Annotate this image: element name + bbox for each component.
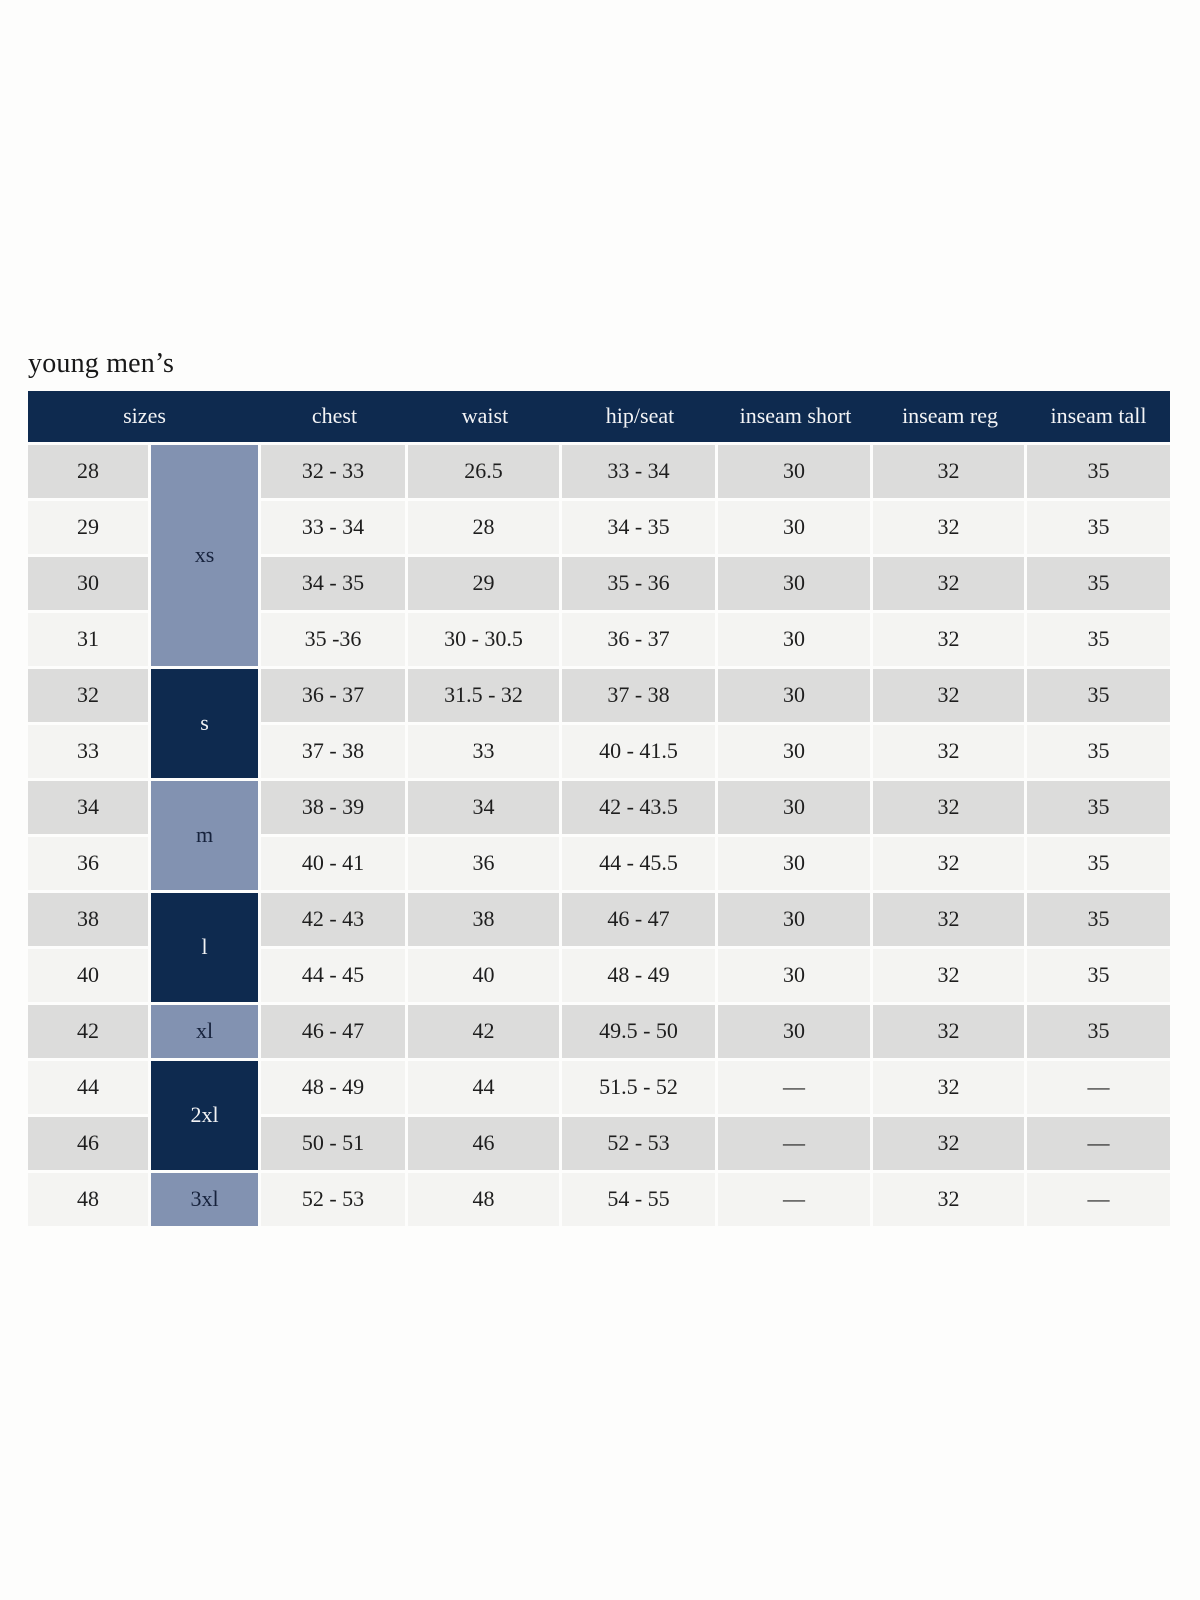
hip-seat-cell: 46 - 47 [562,893,718,949]
hip-seat-cell: 54 - 55 [562,1173,718,1229]
inseam-reg-cell: 32 [873,893,1027,949]
inseam-tall-cell: 35 [1027,725,1170,781]
waist-cell: 26.5 [408,445,562,501]
waist-cell: 29 [408,557,562,613]
size-group-cell: l [151,893,261,1005]
table-body [28,445,1170,1229]
inseam-tall-cell: 35 [1027,837,1170,893]
chest-cell: 44 - 45 [261,949,408,1005]
page-title: young men’s [28,348,175,379]
hip-seat-cell: 49.5 - 50 [562,1005,718,1061]
waist-cell: 44 [408,1061,562,1117]
column-header-chest: chest [261,391,408,445]
chest-cell: 38 - 39 [261,781,408,837]
inseam-short-cell: 30 [718,445,873,501]
inseam-short-cell: 30 [718,725,873,781]
table-row [28,445,1170,501]
column-header-inseam-short: inseam short [718,391,873,445]
chest-cell: 46 - 47 [261,1005,408,1061]
hip-seat-cell: 33 - 34 [562,445,718,501]
waist-cell: 36 [408,837,562,893]
size-cell: 34 [28,781,151,837]
size-group-cell: xs [151,445,261,669]
inseam-reg-cell: 32 [873,501,1027,557]
size-cell: 40 [28,949,151,1005]
column-header-hip-seat: hip/seat [562,391,718,445]
inseam-short-cell: 30 [718,557,873,613]
inseam-reg-cell: 32 [873,669,1027,725]
column-header-inseam-tall: inseam tall [1027,391,1170,445]
inseam-tall-cell: 35 [1027,781,1170,837]
hip-seat-cell: 42 - 43.5 [562,781,718,837]
size-cell: 28 [28,445,151,501]
hip-seat-cell: 37 - 38 [562,669,718,725]
waist-cell: 30 - 30.5 [408,613,562,669]
inseam-short-cell: — [718,1173,873,1229]
hip-seat-cell: 34 - 35 [562,501,718,557]
chest-cell: 48 - 49 [261,1061,408,1117]
inseam-reg-cell: 32 [873,1005,1027,1061]
chest-cell: 35 -36 [261,613,408,669]
waist-cell: 40 [408,949,562,1005]
inseam-tall-cell: — [1027,1061,1170,1117]
inseam-tall-cell: — [1027,1117,1170,1173]
waist-cell: 33 [408,725,562,781]
chest-cell: 34 - 35 [261,557,408,613]
inseam-reg-cell: 32 [873,1117,1027,1173]
size-cell: 30 [28,557,151,613]
size-cell: 46 [28,1117,151,1173]
chest-cell: 42 - 43 [261,893,408,949]
table-row [28,893,1170,949]
chest-cell: 36 - 37 [261,669,408,725]
chest-cell: 37 - 38 [261,725,408,781]
table-row [28,669,1170,725]
column-header-sizes: sizes [28,391,261,445]
inseam-tall-cell: 35 [1027,669,1170,725]
size-cell: 29 [28,501,151,557]
size-group-cell: 3xl [151,1173,261,1229]
hip-seat-cell: 51.5 - 52 [562,1061,718,1117]
inseam-reg-cell: 32 [873,557,1027,613]
size-group-cell: xl [151,1005,261,1061]
inseam-short-cell: — [718,1061,873,1117]
inseam-tall-cell: 35 [1027,893,1170,949]
size-cell: 48 [28,1173,151,1229]
chest-cell: 32 - 33 [261,445,408,501]
waist-cell: 42 [408,1005,562,1061]
waist-cell: 46 [408,1117,562,1173]
inseam-short-cell: 30 [718,669,873,725]
inseam-reg-cell: 32 [873,613,1027,669]
table-row [28,1061,1170,1117]
inseam-reg-cell: 32 [873,781,1027,837]
inseam-tall-cell: — [1027,1173,1170,1229]
hip-seat-cell: 52 - 53 [562,1117,718,1173]
inseam-short-cell: 30 [718,837,873,893]
inseam-short-cell: 30 [718,613,873,669]
column-header-inseam-reg: inseam reg [873,391,1027,445]
inseam-short-cell: 30 [718,949,873,1005]
inseam-reg-cell: 32 [873,445,1027,501]
size-cell: 42 [28,1005,151,1061]
waist-cell: 28 [408,501,562,557]
chest-cell: 33 - 34 [261,501,408,557]
table-header-row [28,391,1170,445]
inseam-tall-cell: 35 [1027,445,1170,501]
chest-cell: 40 - 41 [261,837,408,893]
inseam-reg-cell: 32 [873,1061,1027,1117]
hip-seat-cell: 36 - 37 [562,613,718,669]
inseam-tall-cell: 35 [1027,557,1170,613]
table-row [28,1005,1170,1061]
waist-cell: 34 [408,781,562,837]
size-chart-table [28,391,1170,1229]
size-cell: 38 [28,893,151,949]
inseam-short-cell: 30 [718,781,873,837]
table-row [28,1173,1170,1229]
inseam-reg-cell: 32 [873,725,1027,781]
size-group-cell: m [151,781,261,893]
inseam-reg-cell: 32 [873,1173,1027,1229]
inseam-short-cell: — [718,1117,873,1173]
size-cell: 36 [28,837,151,893]
inseam-reg-cell: 32 [873,949,1027,1005]
hip-seat-cell: 44 - 45.5 [562,837,718,893]
inseam-tall-cell: 35 [1027,501,1170,557]
inseam-tall-cell: 35 [1027,949,1170,1005]
size-cell: 33 [28,725,151,781]
inseam-short-cell: 30 [718,893,873,949]
inseam-short-cell: 30 [718,501,873,557]
hip-seat-cell: 48 - 49 [562,949,718,1005]
chest-cell: 50 - 51 [261,1117,408,1173]
size-group-cell: 2xl [151,1061,261,1173]
size-cell: 44 [28,1061,151,1117]
table-row [28,781,1170,837]
size-cell: 31 [28,613,151,669]
size-cell: 32 [28,669,151,725]
inseam-reg-cell: 32 [873,837,1027,893]
column-header-waist: waist [408,391,562,445]
hip-seat-cell: 35 - 36 [562,557,718,613]
inseam-tall-cell: 35 [1027,613,1170,669]
inseam-tall-cell: 35 [1027,1005,1170,1061]
waist-cell: 38 [408,893,562,949]
inseam-short-cell: 30 [718,1005,873,1061]
size-group-cell: s [151,669,261,781]
waist-cell: 48 [408,1173,562,1229]
chest-cell: 52 - 53 [261,1173,408,1229]
hip-seat-cell: 40 - 41.5 [562,725,718,781]
waist-cell: 31.5 - 32 [408,669,562,725]
